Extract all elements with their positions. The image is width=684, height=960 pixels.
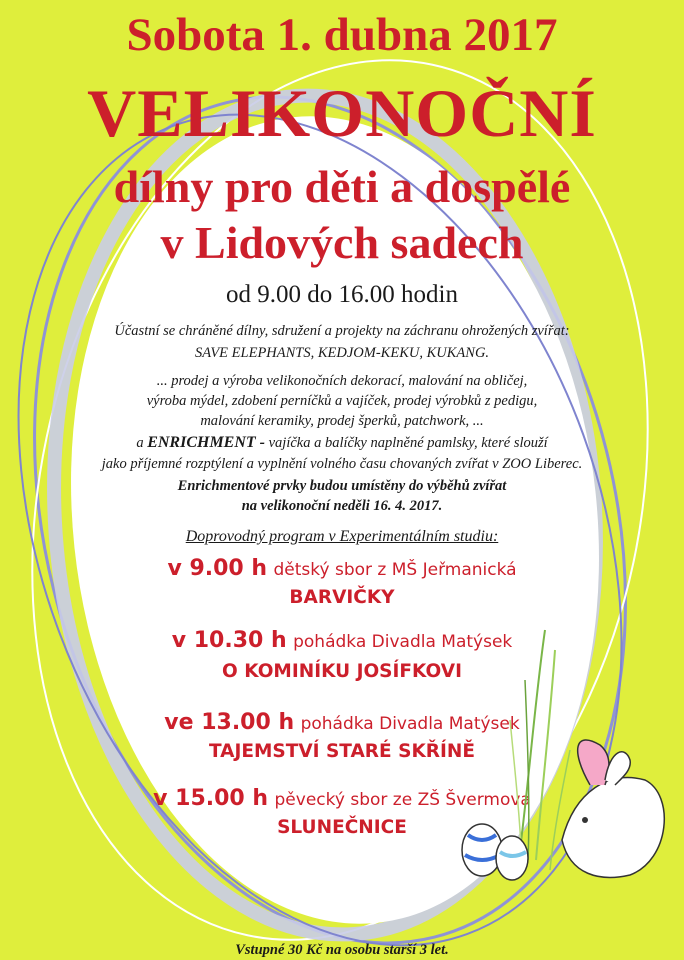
intro-line: Enrichmentové prvky budou umístěny do výběhů zvířat bbox=[177, 478, 507, 494]
intro-line: malování keramiky, prodej šperků, patchwork, ... bbox=[200, 413, 484, 429]
enrichment-rest: vajíčka a balíčky naplněné pamlsky, které slouží bbox=[268, 435, 548, 451]
program-heading: Doprovodný program v Experimentálním studiu: bbox=[185, 528, 499, 545]
program-time: v 10.30 h bbox=[171, 628, 287, 653]
program-time: v 9.00 h bbox=[167, 556, 268, 581]
intro-line: jako příjemné rozptýlení a vyplnění volného času chovaných zvířat v ZOO Liberec. bbox=[101, 456, 583, 472]
program-title: TAJEMSTVÍ STARÉ SKŘÍNĚ bbox=[208, 741, 476, 762]
enrichment-line bbox=[0, 434, 684, 452]
program-desc: dětský sbor z MŠ Jeřmanická bbox=[273, 560, 517, 580]
intro-line: SAVE ELEPHANTS, KEDJOM-KEKU, KUKANG. bbox=[194, 345, 490, 361]
entry-price: Vstupné 30 Kč na osobu starší 3 let. bbox=[235, 942, 449, 958]
intro-line: na velikonoční neděli 16. 4. 2017. bbox=[241, 498, 443, 514]
program-desc: pěvecký sbor ze ZŠ Švermova bbox=[274, 790, 531, 810]
program-time: v 15.00 h bbox=[153, 786, 269, 811]
event-date: Sobota 1. dubna 2017 bbox=[126, 9, 558, 61]
program-title: SLUNEČNICE bbox=[277, 817, 407, 838]
program-desc: pohádka Divadla Matýsek bbox=[300, 714, 520, 734]
enrichment-prefix: a bbox=[136, 435, 144, 451]
program-desc: pohádka Divadla Matýsek bbox=[293, 632, 513, 652]
subtitle-workshops: dílny pro děti a dospělé bbox=[113, 161, 571, 212]
program-item bbox=[0, 556, 684, 581]
intro-line: Účastní se chráněné dílny, sdružení a projekty na záchranu ohrožených zvířat: bbox=[114, 323, 570, 339]
subtitle-location: v Lidových sadech bbox=[160, 217, 524, 268]
intro-line: ... prodej a výroba velikonočních dekorací, malování na obličej, bbox=[156, 373, 528, 389]
page-title: VELIKONOČNÍ bbox=[87, 75, 597, 151]
opening-hours: od 9.00 do 16.00 hodin bbox=[226, 281, 458, 308]
easter-bunny-illustration bbox=[450, 620, 680, 900]
program-title: O KOMINÍKU JOSÍFKOVI bbox=[222, 661, 462, 682]
program-title: BARVIČKY bbox=[289, 587, 395, 608]
enrichment-word: ENRICHMENT - bbox=[147, 434, 265, 451]
intro-line: výroba mýdel, zdobení perníčků a vajíček, prodej výrobků z pedigu, bbox=[146, 393, 538, 409]
program-time: ve 13.00 h bbox=[164, 710, 295, 735]
